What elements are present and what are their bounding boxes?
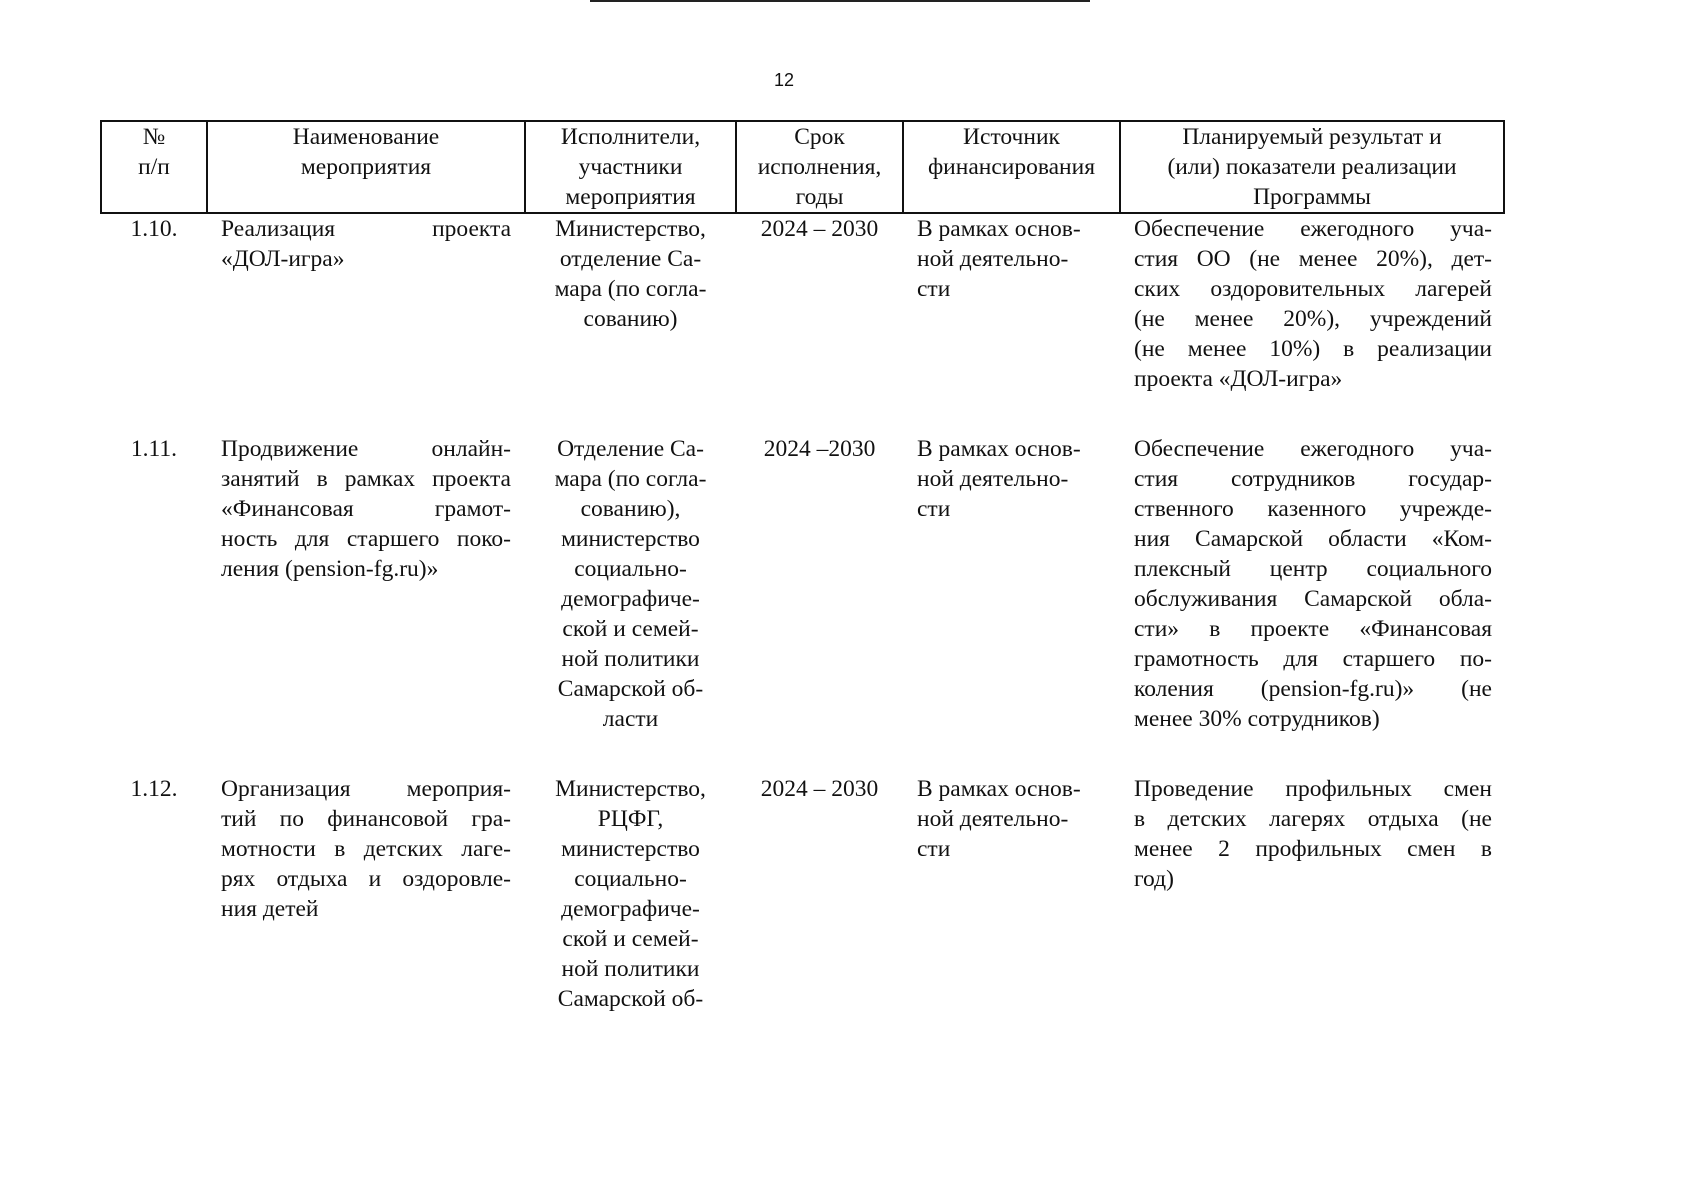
row-number: 1.12. <box>130 776 178 802</box>
page-number: 12 <box>773 70 795 90</box>
header-name: Наименование мероприятия <box>207 121 525 213</box>
planned-result-text <box>1134 434 1492 734</box>
planned-result-text-line: стия сотрудников государ- <box>1134 466 1492 492</box>
header-executors: Исполнители, участники мероприятия <box>525 121 736 213</box>
planned-result-text-line: Обеспечение ежегодного уча- <box>1134 436 1492 462</box>
row-number: 1.11. <box>130 436 178 462</box>
planned-result-text-line: сти» в проекте «Финансовая <box>1134 616 1492 642</box>
term: 2024 –2030 <box>763 436 876 462</box>
planned-result-text-line: менее 30% сотрудников) <box>1134 706 1380 732</box>
measure-name-text-line: мотности в детских лаге- <box>221 836 511 862</box>
planned-result-text <box>1134 214 1492 394</box>
planned-result-text-line: коления (pension-fg.ru)» (не <box>1134 676 1492 702</box>
measure-name-text-line: тий по финансовой гра- <box>221 806 511 832</box>
header-num: № п/п <box>101 121 207 213</box>
measure-name-text-line: рях отдыха и оздоровле- <box>221 866 511 892</box>
measure-name-text-line: Продвижение онлайн- <box>221 436 511 462</box>
measure-name-text <box>221 434 511 584</box>
funding-source: В рамках основ- ной деятельно- сти <box>917 436 1081 522</box>
measure-name-text-line: ния детей <box>221 896 319 922</box>
top-rule <box>590 0 1090 2</box>
table-row <box>101 774 1504 1014</box>
planned-result-text-line: год) <box>1134 866 1174 892</box>
planned-result-text-line: обслуживания Самарской обла- <box>1134 586 1492 612</box>
planned-result-text-line: (не менее 10%) в реализации <box>1134 336 1492 362</box>
planned-result-text-line: проекта «ДОЛ-игра» <box>1134 366 1343 392</box>
measure-name <box>207 434 525 774</box>
planned-result-text-line: ских оздоровительных лагерей <box>1134 276 1492 302</box>
measure-name-text-line: Организация мероприя- <box>221 776 511 802</box>
planned-result-text-line: Обеспечение ежегодного уча- <box>1134 216 1492 242</box>
planned-result-text-line: в детских лагерях отдыха (не <box>1134 806 1492 832</box>
planned-result-text-line: (не менее 20%), учреждений <box>1134 306 1492 332</box>
measure-name-text <box>221 774 511 924</box>
planned-result-text-line: плексный центр социального <box>1134 556 1492 582</box>
header-term: Срок исполнения, годы <box>736 121 903 213</box>
executors: Министерство, РЦФГ, министерство социально- демографиче- ской и семей- ной политики Самарской об- <box>555 776 706 1012</box>
measure-name-text-line: занятий в рамках проекта <box>221 466 511 492</box>
measures-table <box>100 120 1505 1014</box>
measure-name-text-line: Реализация проекта <box>221 216 511 242</box>
planned-result-text-line: ния Самарской области «Ком- <box>1134 526 1492 552</box>
measure-name <box>207 774 525 1014</box>
planned-result-text-line: стия ОО (не менее 20%), дет- <box>1134 246 1492 272</box>
term: 2024 – 2030 <box>760 216 879 242</box>
measure-name <box>207 213 525 434</box>
table-row <box>101 434 1504 774</box>
planned-result-text-line: Проведение профильных смен <box>1134 776 1492 802</box>
planned-result <box>1120 434 1504 774</box>
term: 2024 – 2030 <box>760 776 879 802</box>
funding-source: В рамках основ- ной деятельно- сти <box>917 776 1081 862</box>
measure-name-text <box>221 214 511 274</box>
measure-name-text-line: «ДОЛ-игра» <box>221 246 345 272</box>
funding-source: В рамках основ- ной деятельно- сти <box>917 216 1081 302</box>
table-row <box>101 213 1504 434</box>
planned-result-text-line: ственного казенного учрежде- <box>1134 496 1492 522</box>
executors: Министерство, отделение Са- мара (по согла- сованию) <box>554 216 707 332</box>
row-number: 1.10. <box>130 216 178 242</box>
measure-name-text-line: «Финансовая грамот- <box>221 496 511 522</box>
table-header-row <box>101 121 1504 213</box>
header-result: Планируемый результат и (или) показатели реализации Программы <box>1120 121 1504 213</box>
executors: Отделение Са- мара (по согла- сованию), министерство социально- демографиче- ской и семей- ной политики Самарской об- ласти <box>554 436 707 732</box>
measure-name-text-line: ность для старшего поко- <box>221 526 511 552</box>
planned-result-text-line: грамотность для старшего по- <box>1134 646 1492 672</box>
header-source: Источник финансирования <box>903 121 1120 213</box>
planned-result-text-line: менее 2 профильных смен в <box>1134 836 1492 862</box>
measure-name-text-line: ления (pension-fg.ru)» <box>221 556 439 582</box>
planned-result <box>1120 213 1504 434</box>
planned-result-text <box>1134 774 1492 894</box>
planned-result <box>1120 774 1504 1014</box>
